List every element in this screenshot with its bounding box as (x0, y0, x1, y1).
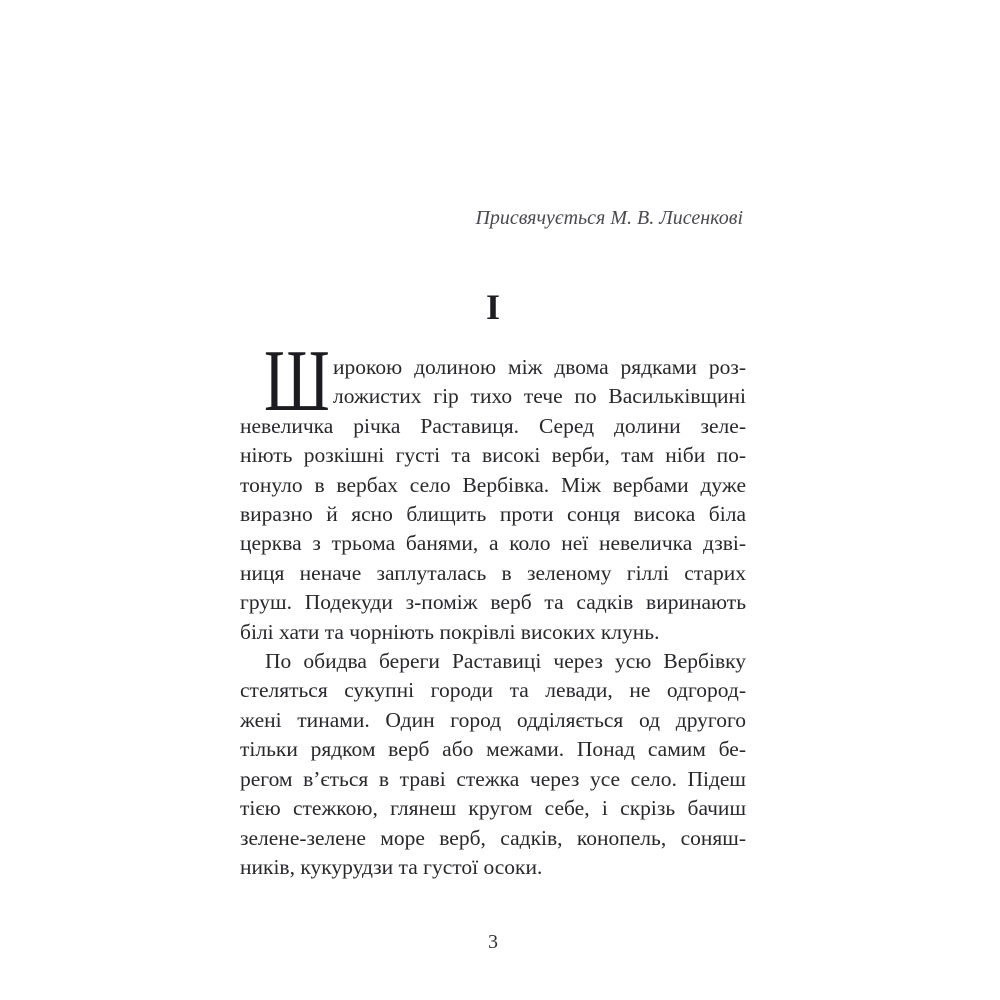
paragraph-2 (240, 647, 746, 882)
text-line: ників, кукурудзи та густої осоки. (240, 854, 543, 879)
text-line: груш. Подекуди з-поміж верб та садків виринають (240, 590, 746, 615)
text-line: ниця неначе заплуталась в зеленому гіллі старих (240, 560, 746, 585)
text-line: тонуло в вербах село Вербівка. Між вербами дуже (240, 472, 746, 497)
text-line: тільки рядком верб або межами. Понад самим бе- (240, 737, 746, 762)
dropcap-letter: Ш (264, 333, 330, 430)
text-line: тією стежкою, глянеш кругом себе, і скрізь бачиш (240, 796, 746, 821)
dedication-text: Присвячується М. В. Лисенкові (475, 207, 743, 229)
text-line: ніють розкішні густі та високі верби, там ніби по- (240, 443, 746, 468)
text-line: виразно й ясно блищить проти сонця висока біла (240, 502, 746, 527)
page-number: 3 (488, 931, 498, 953)
body-text (240, 333, 746, 882)
text-line: По обидва береги Раставиці через усю Вербівку (265, 649, 746, 674)
text-line: стеляться сукупні городи та левади, не одгород- (240, 678, 746, 703)
text-line: ирокою долиною між двома рядками роз- (333, 355, 746, 379)
text-line: зелене-зелене море верб, садків, конопель, соняш- (240, 825, 746, 850)
paragraph-1 (240, 333, 746, 647)
text-line: невеличка річка Раставиця. Серед долини зеле- (240, 413, 746, 438)
text-line: церква з трьома банями, а коло неї невеличка дзві- (240, 531, 746, 556)
text-line: білі хати та чорніють покрівлі високих клунь. (240, 619, 660, 644)
text-line: ложистих гір тихо тече по Васильківщині (333, 384, 746, 409)
text-line: жені тинами. Один город одділяється од другого (240, 707, 746, 732)
text-line: регом в’ється в траві стежка через усе село. Підеш (240, 766, 746, 791)
chapter-heading: I (485, 287, 500, 327)
